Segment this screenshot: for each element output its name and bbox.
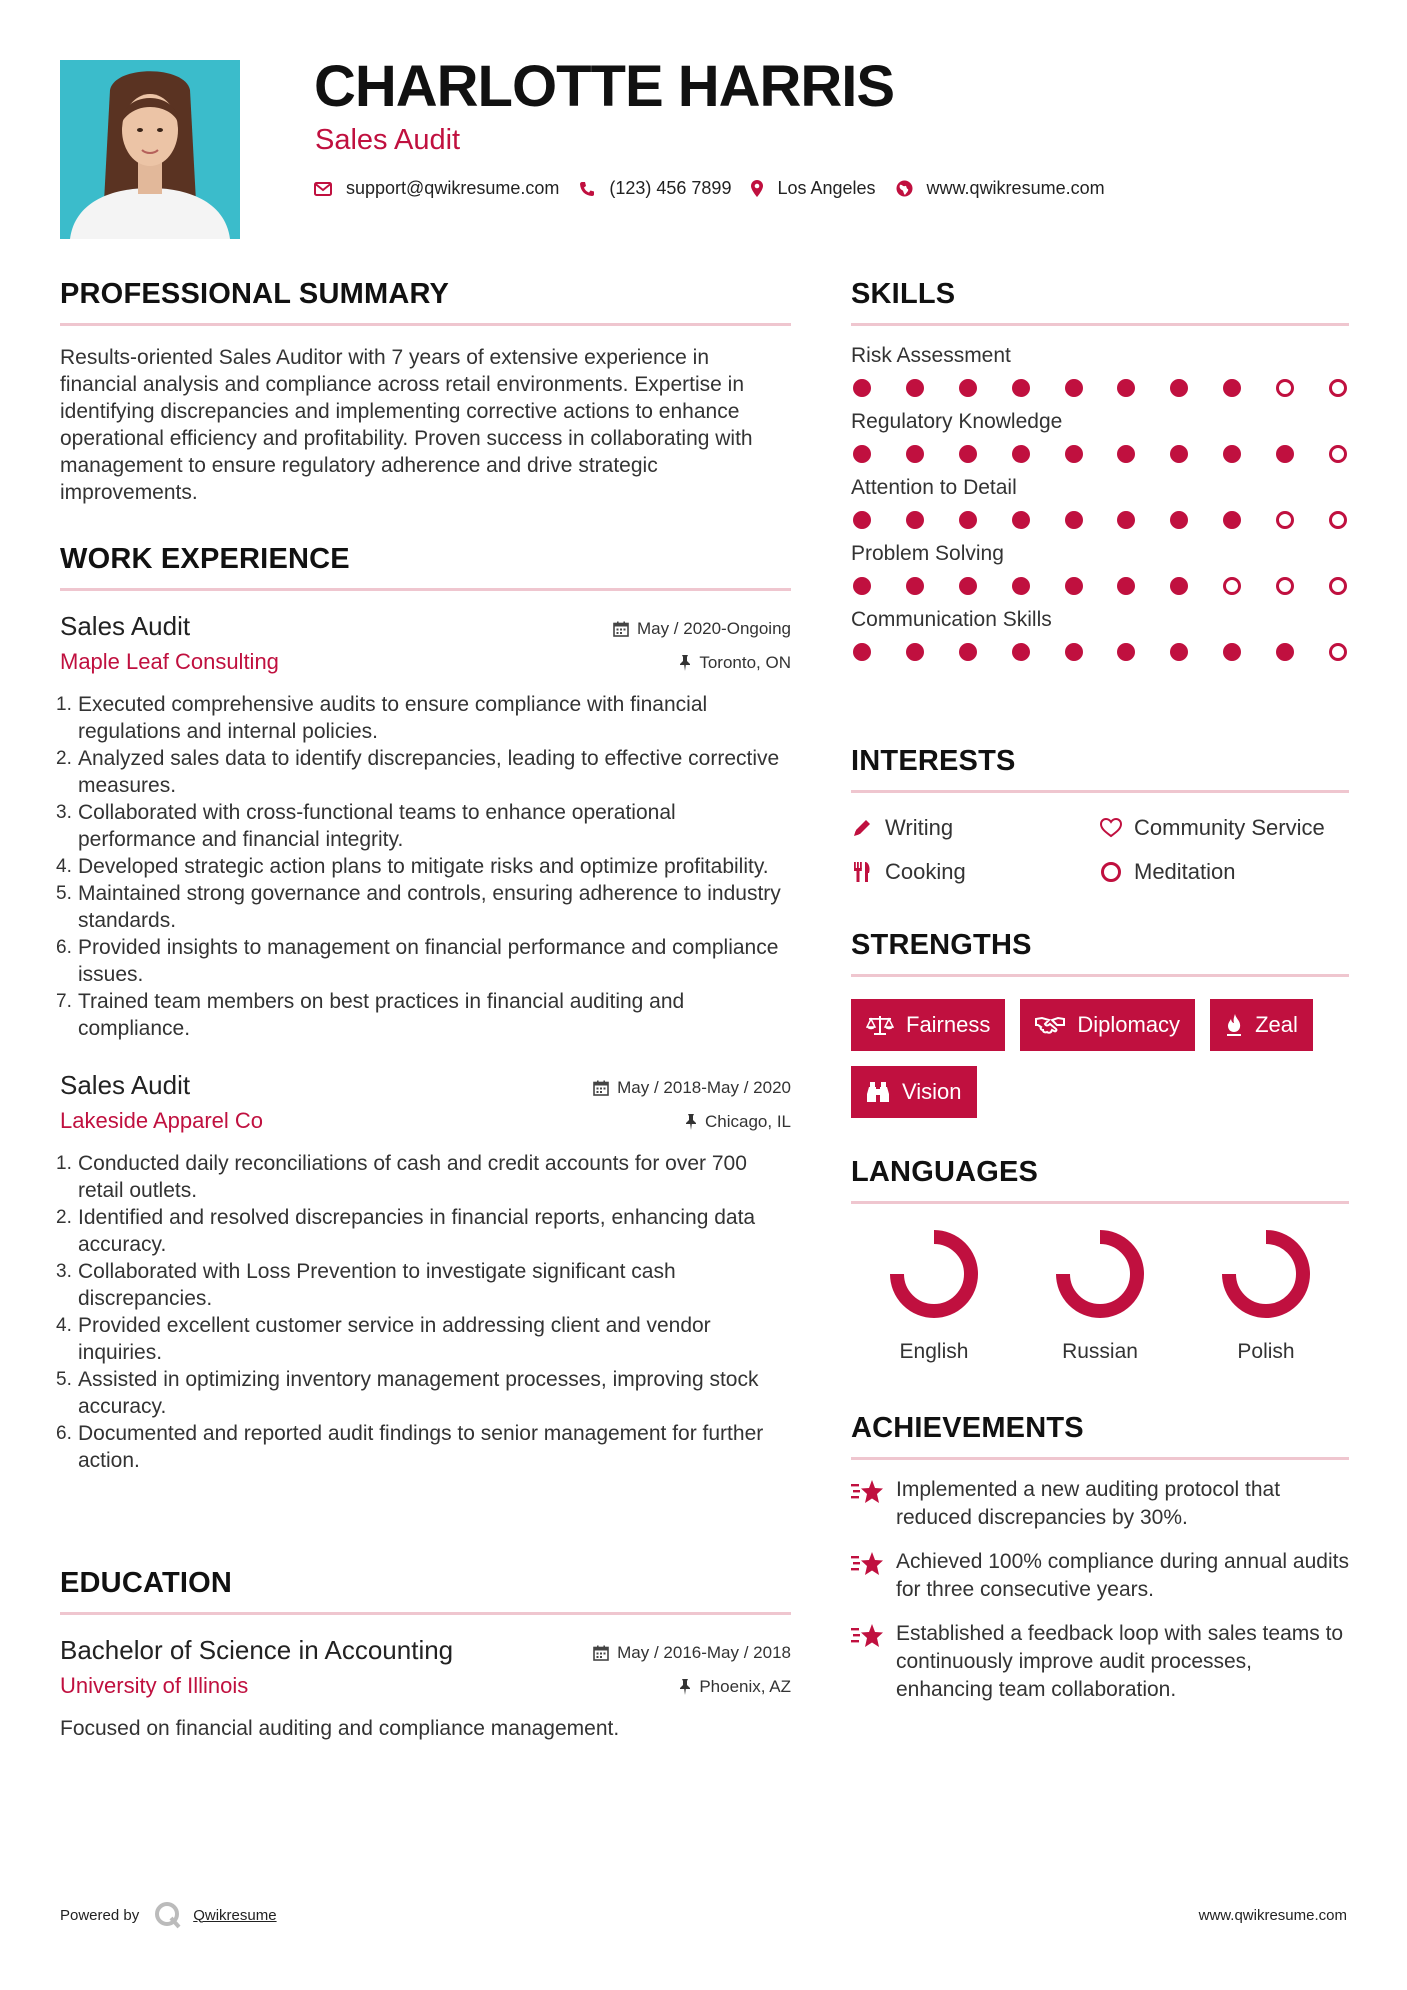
rating-dot-filled	[1170, 379, 1188, 397]
achievement-text: Established a feedback loop with sales teams to continuously improve audit processes, enhancing team collaboration.	[896, 1622, 1344, 1701]
language-proficiency-ring	[886, 1226, 982, 1322]
email-text: support@qwikresume.com	[346, 178, 560, 198]
rating-dot-empty	[1329, 643, 1347, 661]
skill-name: Regulatory Knowledge	[851, 410, 1063, 433]
job-entry	[56, 611, 791, 1042]
section-divider	[60, 1612, 791, 1615]
rating-dot-filled	[1012, 445, 1030, 463]
skills-list	[851, 344, 1349, 661]
section-title: LANGUAGES	[851, 1156, 1039, 1188]
job-entry	[56, 1070, 791, 1474]
rating-dot-filled	[906, 643, 924, 661]
calendar-icon	[593, 1645, 609, 1661]
education-entry	[60, 1635, 791, 1742]
rating-dot-filled	[906, 577, 924, 595]
section-divider	[851, 790, 1349, 793]
section-divider	[851, 1457, 1349, 1460]
list-item: 7. Trained team members on best practices in financial auditing and compliance.	[56, 990, 685, 1040]
rating-dot-filled	[1276, 445, 1294, 463]
pencil-icon	[851, 818, 873, 838]
shooting-star-icon	[851, 1620, 896, 1704]
contact-email[interactable]	[314, 178, 559, 199]
summary-text: Results-oriented Sales Auditor with 7 years of extensive experience in financial analysis and compliance across retail environments. Expertise in identifying discrepancies and implementing corrective actions to enhance operational efficiency and profitability. Proven success in collaborating with management to ensure regulatory adherence and drive strategic improvements.	[60, 346, 753, 504]
powered-by-label: Powered by	[60, 1906, 140, 1924]
professional-summary-section	[60, 278, 791, 506]
job-title: Sales Audit	[60, 1070, 191, 1100]
language-proficiency-ring	[1052, 1226, 1148, 1322]
skill-name: Problem Solving	[851, 542, 1004, 565]
skill-name: Risk Assessment	[851, 344, 1011, 367]
rating-dot-filled	[959, 577, 977, 595]
language-label: Russian	[1062, 1340, 1138, 1363]
proficiency-arc	[1229, 1237, 1303, 1311]
strength-badge: Zeal	[1210, 999, 1313, 1051]
company-name: Maple Leaf Consulting	[60, 649, 279, 674]
section-title: EDUCATION	[60, 1567, 233, 1599]
rating-dot-filled	[959, 445, 977, 463]
footer-powered-by	[60, 1900, 277, 1930]
strengths-section	[851, 929, 1349, 1133]
skill-rating	[851, 445, 1349, 463]
rating-dot-filled	[1012, 379, 1030, 397]
candidate-role: Sales Audit	[315, 124, 461, 156]
rating-dot-filled	[1276, 643, 1294, 661]
website-text: www.qwikresume.com	[926, 178, 1105, 198]
list-item: 6. Documented and reported audit findings to senior management for further action.	[56, 1422, 764, 1472]
skill-rating	[851, 379, 1349, 397]
pushpin-icon	[685, 1114, 697, 1130]
achievement-text: Achieved 100% compliance during annual audits for three consecutive years.	[896, 1550, 1349, 1601]
list-item: 5. Maintained strong governance and controls, ensuring adherence to industry standards.	[56, 882, 781, 932]
rating-dot-filled	[1170, 643, 1188, 661]
rating-dot-empty	[1276, 511, 1294, 529]
rating-dot-filled	[959, 511, 977, 529]
rating-dot-filled	[1223, 379, 1241, 397]
language-item	[1017, 1226, 1183, 1364]
list-item: 3. Collaborated with Loss Prevention to investigate significant cash discrepancies.	[56, 1260, 676, 1310]
skill-item	[851, 542, 1349, 595]
candidate-name: CHARLOTTE HARRIS	[314, 54, 895, 119]
envelope-icon	[314, 182, 332, 196]
rating-dot-filled	[1117, 511, 1135, 529]
achievements-section	[851, 1412, 1349, 1704]
school-name: University of Illinois	[60, 1673, 249, 1698]
section-title: PROFESSIONAL SUMMARY	[60, 278, 450, 310]
qwikresume-link[interactable]: Qwikresume	[193, 1906, 277, 1924]
language-proficiency-ring	[1218, 1226, 1314, 1322]
rating-dot-filled	[1170, 511, 1188, 529]
proficiency-arc	[897, 1237, 971, 1311]
location-text: Los Angeles	[777, 178, 876, 198]
list-item: 4. Provided excellent customer service in addressing client and vendor inquiries.	[56, 1314, 711, 1364]
rating-dot-empty	[1223, 577, 1241, 595]
phone-icon	[579, 181, 595, 197]
languages-section	[851, 1156, 1349, 1364]
job-responsibilities	[56, 691, 791, 1042]
qwikresume-logo-icon	[153, 1900, 183, 1930]
globe-icon	[896, 180, 913, 197]
rating-dot-filled	[1065, 643, 1083, 661]
shooting-star-icon	[851, 1548, 896, 1604]
rating-dot-filled	[906, 445, 924, 463]
rating-dot-filled	[1223, 643, 1241, 661]
rating-dot-filled	[1117, 577, 1135, 595]
skill-item	[851, 608, 1349, 661]
section-title: STRENGTHS	[851, 929, 1032, 961]
strength-badge: Diplomacy	[1020, 999, 1195, 1051]
skill-rating	[851, 511, 1349, 529]
contact-website[interactable]	[896, 178, 1105, 199]
flame-icon	[1225, 1013, 1243, 1037]
rating-dot-filled	[1170, 577, 1188, 595]
rating-dot-filled	[1065, 511, 1083, 529]
rating-dot-filled	[1065, 379, 1083, 397]
rating-dot-filled	[1117, 379, 1135, 397]
degree-title: Bachelor of Science in Accounting	[60, 1635, 454, 1665]
cutlery-icon	[851, 861, 873, 883]
rating-dot-filled	[906, 379, 924, 397]
rating-dot-filled	[853, 379, 871, 397]
rating-dot-empty	[1329, 379, 1347, 397]
rating-dot-filled	[853, 511, 871, 529]
rating-dot-filled	[1223, 511, 1241, 529]
job-date: May / 2018-May / 2020	[593, 1078, 791, 1098]
section-divider	[851, 1201, 1349, 1204]
rating-dot-filled	[1117, 643, 1135, 661]
list-item: 6. Provided insights to management on financial performance and compliance issues.	[56, 936, 779, 986]
section-divider	[851, 974, 1349, 977]
education-section	[60, 1567, 791, 1742]
rating-dot-filled	[1117, 445, 1135, 463]
job-location: Toronto, ON	[679, 653, 791, 673]
job-location: Chicago, IL	[685, 1112, 791, 1132]
rating-dot-empty	[1329, 445, 1347, 463]
education-description: Focused on financial auditing and compliance management.	[60, 1717, 620, 1740]
strength-badge: Vision	[851, 1066, 977, 1118]
proficiency-arc	[1063, 1237, 1137, 1311]
language-item	[851, 1226, 1017, 1364]
rating-dot-filled	[1223, 445, 1241, 463]
rating-dot-filled	[959, 379, 977, 397]
skill-name: Attention to Detail	[851, 476, 1017, 499]
rating-dot-empty	[1329, 511, 1347, 529]
contact-location	[751, 178, 875, 199]
list-item: 2. Identified and resolved discrepancies in financial reports, enhancing data accuracy.	[56, 1206, 756, 1256]
rating-dot-empty	[1276, 577, 1294, 595]
language-item	[1183, 1226, 1349, 1364]
skill-item	[851, 410, 1349, 463]
language-label: Polish	[1237, 1340, 1295, 1363]
language-label: English	[899, 1340, 969, 1363]
achievement-text: Implemented a new auditing protocol that reduced discrepancies by 30%.	[896, 1478, 1281, 1529]
education-location: Phoenix, AZ	[679, 1677, 791, 1697]
footer-website[interactable]: www.qwikresume.com	[1198, 1907, 1347, 1924]
rating-dot-filled	[853, 643, 871, 661]
shooting-star-icon	[851, 1476, 896, 1532]
rating-dot-filled	[959, 643, 977, 661]
section-title: INTERESTS	[851, 745, 1016, 777]
handshake-icon	[1035, 1015, 1065, 1035]
person-portrait-icon	[60, 60, 240, 239]
binoculars-icon	[866, 1081, 890, 1103]
interest-item: Writing	[851, 815, 1100, 841]
company-name: Lakeside Apparel Co	[60, 1108, 264, 1133]
skills-section	[851, 278, 1349, 674]
rating-dot-filled	[853, 577, 871, 595]
rating-dot-filled	[1012, 511, 1030, 529]
balance-scale-icon	[866, 1014, 894, 1036]
section-title: WORK EXPERIENCE	[60, 543, 350, 575]
section-title: ACHIEVEMENTS	[851, 1412, 1084, 1444]
education-date: May / 2016-May / 2018	[593, 1643, 791, 1663]
list-item: 4. Developed strategic action plans to mitigate risks and optimize profitability.	[56, 855, 769, 878]
interest-item: Cooking	[851, 859, 1100, 885]
skill-item	[851, 344, 1349, 397]
phone-text: (123) 456 7899	[609, 178, 732, 198]
calendar-icon	[593, 1080, 609, 1096]
circle-outline-icon	[1100, 861, 1122, 883]
section-divider	[60, 323, 791, 326]
list-item: 5. Assisted in optimizing inventory management processes, improving stock accuracy.	[56, 1368, 759, 1418]
list-item: 2. Analyzed sales data to identify discrepancies, leading to effective corrective measures.	[56, 747, 780, 797]
job-date: May / 2020-Ongoing	[613, 619, 791, 639]
contact-phone[interactable]	[579, 178, 731, 199]
achievement-item	[851, 1548, 1349, 1604]
rating-dot-filled	[1012, 577, 1030, 595]
rating-dot-filled	[906, 511, 924, 529]
job-title: Sales Audit	[60, 611, 191, 641]
interest-item: Community Service	[1100, 815, 1349, 841]
job-responsibilities	[56, 1150, 791, 1474]
pushpin-icon	[679, 1679, 691, 1695]
rating-dot-filled	[1170, 445, 1188, 463]
skill-rating	[851, 643, 1349, 661]
achievement-item	[851, 1620, 1349, 1704]
skill-name: Communication Skills	[851, 608, 1052, 631]
skill-item	[851, 476, 1349, 529]
contact-bar	[314, 178, 1125, 199]
rating-dot-filled	[1065, 445, 1083, 463]
section-divider	[851, 323, 1349, 326]
strength-badge: Fairness	[851, 999, 1005, 1051]
list-item: 1. Conducted daily reconciliations of cash and credit accounts for over 700 retail outlets.	[56, 1152, 747, 1202]
section-title: SKILLS	[851, 278, 956, 310]
list-item: 1. Executed comprehensive audits to ensure compliance with financial regulations and internal policies.	[56, 693, 708, 743]
section-divider	[60, 588, 791, 591]
work-experience-section	[56, 543, 791, 1474]
skill-rating	[851, 577, 1349, 595]
profile-photo	[60, 60, 240, 239]
list-item: 3. Collaborated with cross-functional teams to enhance operational performance and financial integrity.	[56, 801, 676, 851]
interests-section	[851, 745, 1349, 885]
interest-item: Meditation	[1100, 859, 1349, 885]
calendar-icon	[613, 621, 629, 637]
rating-dot-filled	[1065, 577, 1083, 595]
rating-dot-filled	[853, 445, 871, 463]
map-pin-icon	[751, 180, 763, 197]
achievement-item	[851, 1476, 1349, 1532]
heart-outline-icon	[1100, 818, 1122, 838]
pushpin-icon	[679, 655, 691, 671]
rating-dot-empty	[1329, 577, 1347, 595]
rating-dot-filled	[1012, 643, 1030, 661]
rating-dot-empty	[1276, 379, 1294, 397]
